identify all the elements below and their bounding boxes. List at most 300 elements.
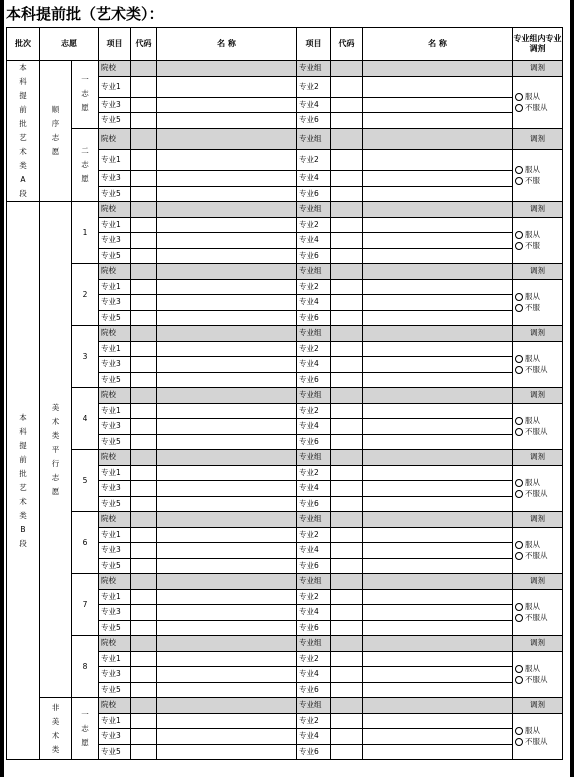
major-label: 专业3 bbox=[99, 605, 131, 621]
major-name-input[interactable] bbox=[363, 419, 513, 435]
major-name-input[interactable] bbox=[157, 372, 297, 388]
group-code-input[interactable] bbox=[331, 574, 363, 590]
school-code-input[interactable] bbox=[131, 512, 157, 528]
not-obey-label: 不服从 bbox=[525, 551, 548, 561]
major-label: 专业5 bbox=[99, 744, 131, 760]
major-name-input[interactable] bbox=[157, 295, 297, 311]
major-label: 专业5 bbox=[99, 620, 131, 636]
major-label: 专业6 bbox=[297, 113, 331, 129]
group-name-input[interactable] bbox=[363, 388, 513, 404]
school-code-input[interactable] bbox=[131, 388, 157, 404]
major-label: 专业2 bbox=[297, 651, 331, 667]
school-row bbox=[7, 636, 563, 652]
major-label: 专业4 bbox=[297, 667, 331, 683]
parallel-number: 5 bbox=[72, 450, 99, 512]
major-label: 专业2 bbox=[297, 279, 331, 295]
major-code-input[interactable] bbox=[131, 434, 157, 450]
major-name-input[interactable] bbox=[157, 310, 297, 326]
major-name-input[interactable] bbox=[363, 217, 513, 233]
major-name-input[interactable] bbox=[363, 465, 513, 481]
adjust-options bbox=[513, 465, 563, 512]
major-code-input[interactable] bbox=[131, 481, 157, 497]
group-name-input[interactable] bbox=[363, 698, 513, 714]
not-obey-radio[interactable] bbox=[515, 242, 523, 250]
major-code-input[interactable] bbox=[131, 76, 157, 97]
not-obey-radio[interactable] bbox=[515, 104, 523, 112]
major-code-input[interactable] bbox=[131, 149, 157, 170]
major-name-input[interactable] bbox=[363, 543, 513, 559]
group-code-input[interactable] bbox=[331, 128, 363, 149]
major-code-input[interactable] bbox=[331, 481, 363, 497]
major-name-input[interactable] bbox=[363, 558, 513, 574]
major-code-input[interactable] bbox=[331, 729, 363, 745]
school-name-input[interactable] bbox=[157, 264, 297, 280]
major-code-input[interactable] bbox=[131, 543, 157, 559]
not-obey-radio[interactable] bbox=[515, 614, 523, 622]
major-code-input[interactable] bbox=[131, 605, 157, 621]
not-obey-option[interactable] bbox=[515, 550, 562, 561]
obey-radio[interactable] bbox=[515, 293, 523, 301]
major-name-input[interactable] bbox=[363, 651, 513, 667]
school-name-input[interactable] bbox=[157, 574, 297, 590]
major-code-input[interactable] bbox=[331, 651, 363, 667]
group-name-input[interactable] bbox=[363, 128, 513, 149]
major-label: 专业4 bbox=[297, 295, 331, 311]
major-code-input[interactable] bbox=[131, 713, 157, 729]
group-label: 专业组 bbox=[297, 574, 331, 590]
adjust-options bbox=[513, 713, 563, 760]
major-label: 专业1 bbox=[99, 279, 131, 295]
fine-arts-parallel-label: 美 术 类 平 行 志 愿 bbox=[40, 202, 72, 698]
major-code-input[interactable] bbox=[131, 558, 157, 574]
major-name-input[interactable] bbox=[363, 372, 513, 388]
obey-option[interactable] bbox=[515, 601, 562, 612]
major-name-input[interactable] bbox=[157, 279, 297, 295]
major-label: 专业4 bbox=[297, 233, 331, 249]
major-code-input[interactable] bbox=[131, 403, 157, 419]
major-code-input[interactable] bbox=[131, 357, 157, 373]
major-code-input[interactable] bbox=[331, 76, 363, 97]
major-name-input[interactable] bbox=[157, 434, 297, 450]
school-code-input[interactable] bbox=[131, 264, 157, 280]
school-name-input[interactable] bbox=[157, 128, 297, 149]
major-label: 专业5 bbox=[99, 434, 131, 450]
school-code-input[interactable] bbox=[131, 326, 157, 342]
school-row bbox=[7, 698, 563, 714]
adjust-options bbox=[513, 651, 563, 698]
major-code-input[interactable] bbox=[131, 682, 157, 698]
major-name-input[interactable] bbox=[363, 620, 513, 636]
major-label: 专业4 bbox=[297, 357, 331, 373]
major-name-input[interactable] bbox=[363, 434, 513, 450]
obey-option[interactable] bbox=[515, 229, 562, 240]
school-code-input[interactable] bbox=[131, 128, 157, 149]
not-obey-radio[interactable] bbox=[515, 490, 523, 498]
group-label: 专业组 bbox=[297, 512, 331, 528]
school-name-input[interactable] bbox=[157, 326, 297, 342]
not-obey-label: 不服 bbox=[525, 176, 540, 186]
obey-radio[interactable] bbox=[515, 479, 523, 487]
major-code-input[interactable] bbox=[331, 744, 363, 760]
group-code-input[interactable] bbox=[331, 264, 363, 280]
major-name-input[interactable] bbox=[363, 481, 513, 497]
major-code-input[interactable] bbox=[131, 744, 157, 760]
major-label: 专业2 bbox=[297, 149, 331, 170]
major-name-input[interactable] bbox=[363, 341, 513, 357]
major-code-input[interactable] bbox=[131, 97, 157, 113]
not-obey-label: 不服 bbox=[525, 241, 540, 251]
major-code-input[interactable] bbox=[131, 729, 157, 745]
group-code-input[interactable] bbox=[331, 450, 363, 466]
major-label: 专业5 bbox=[99, 496, 131, 512]
major-name-input[interactable] bbox=[157, 605, 297, 621]
group-name-input[interactable] bbox=[363, 574, 513, 590]
major-name-input[interactable] bbox=[157, 589, 297, 605]
group-code-input[interactable] bbox=[331, 202, 363, 218]
major-code-input[interactable] bbox=[131, 171, 157, 187]
major-code-input[interactable] bbox=[131, 496, 157, 512]
obey-radio[interactable] bbox=[515, 93, 523, 101]
school-name-input[interactable] bbox=[157, 450, 297, 466]
major-label: 专业4 bbox=[297, 171, 331, 187]
sequential-choice-label: 顺 序 志 愿 bbox=[40, 61, 72, 202]
obey-option[interactable] bbox=[515, 725, 562, 736]
obey-label: 服从 bbox=[525, 726, 540, 736]
major-name-input[interactable] bbox=[363, 310, 513, 326]
school-code-input[interactable] bbox=[131, 574, 157, 590]
major-name-input[interactable] bbox=[157, 667, 297, 683]
not-obey-radio[interactable] bbox=[515, 304, 523, 312]
adjust-options bbox=[513, 217, 563, 264]
obey-option[interactable] bbox=[515, 415, 562, 426]
adjust-options bbox=[513, 589, 563, 636]
not-obey-radio[interactable] bbox=[515, 738, 523, 746]
major-label: 专业2 bbox=[297, 341, 331, 357]
major-code-input[interactable] bbox=[131, 113, 157, 129]
major-name-input[interactable] bbox=[157, 558, 297, 574]
major-name-input[interactable] bbox=[363, 113, 513, 129]
obey-radio[interactable] bbox=[515, 355, 523, 363]
major-name-input[interactable] bbox=[157, 113, 297, 129]
major-code-input[interactable] bbox=[131, 233, 157, 249]
major-code-input[interactable] bbox=[331, 558, 363, 574]
major-code-input[interactable] bbox=[331, 434, 363, 450]
school-code-input[interactable] bbox=[131, 61, 157, 77]
not-obey-option[interactable] bbox=[515, 612, 562, 623]
header-item-2: 项目 bbox=[297, 28, 331, 61]
major-name-input[interactable] bbox=[363, 149, 513, 170]
major-code-input[interactable] bbox=[331, 113, 363, 129]
obey-option[interactable] bbox=[515, 291, 562, 302]
not-obey-option[interactable] bbox=[515, 240, 562, 251]
major-name-input[interactable] bbox=[363, 76, 513, 97]
obey-radio[interactable] bbox=[515, 417, 523, 425]
major-name-input[interactable] bbox=[157, 713, 297, 729]
school-label: 院校 bbox=[99, 636, 131, 652]
major-code-input[interactable] bbox=[331, 186, 363, 202]
major-label: 专业5 bbox=[99, 186, 131, 202]
group-code-input[interactable] bbox=[331, 636, 363, 652]
major-name-input[interactable] bbox=[157, 682, 297, 698]
non-fine-arts-label: 非 美 术 类 bbox=[40, 698, 72, 760]
major-code-input[interactable] bbox=[131, 419, 157, 435]
obey-radio[interactable] bbox=[515, 166, 523, 174]
group-name-input[interactable] bbox=[363, 512, 513, 528]
school-name-input[interactable] bbox=[157, 698, 297, 714]
adjust-options bbox=[513, 76, 563, 128]
school-name-input[interactable] bbox=[157, 202, 297, 218]
major-name-input[interactable] bbox=[363, 729, 513, 745]
major-code-input[interactable] bbox=[331, 527, 363, 543]
major-code-input[interactable] bbox=[131, 372, 157, 388]
major-label: 专业6 bbox=[297, 620, 331, 636]
obey-radio[interactable] bbox=[515, 727, 523, 735]
group-code-input[interactable] bbox=[331, 512, 363, 528]
major-label: 专业1 bbox=[99, 217, 131, 233]
major-code-input[interactable] bbox=[131, 279, 157, 295]
school-name-input[interactable] bbox=[157, 388, 297, 404]
major-name-input[interactable] bbox=[157, 217, 297, 233]
school-row bbox=[7, 264, 563, 280]
major-name-input[interactable] bbox=[363, 233, 513, 249]
major-name-input[interactable] bbox=[157, 729, 297, 745]
major-name-input[interactable] bbox=[363, 186, 513, 202]
adjust-options bbox=[513, 341, 563, 388]
major-code-input[interactable] bbox=[131, 651, 157, 667]
major-name-input[interactable] bbox=[363, 605, 513, 621]
group-code-input[interactable] bbox=[331, 698, 363, 714]
not-obey-label: 不服从 bbox=[525, 427, 548, 437]
obey-radio[interactable] bbox=[515, 231, 523, 239]
not-obey-option[interactable] bbox=[515, 175, 562, 186]
major-label: 专业6 bbox=[297, 310, 331, 326]
major-code-input[interactable] bbox=[331, 279, 363, 295]
obey-option[interactable] bbox=[515, 164, 562, 175]
group-code-input[interactable] bbox=[331, 388, 363, 404]
group-label: 专业组 bbox=[297, 202, 331, 218]
right-border bbox=[570, 0, 574, 777]
obey-label: 服从 bbox=[525, 354, 540, 364]
major-name-input[interactable] bbox=[157, 419, 297, 435]
major-name-input[interactable] bbox=[363, 713, 513, 729]
group-name-input[interactable] bbox=[363, 326, 513, 342]
major-label: 专业5 bbox=[99, 113, 131, 129]
obey-label: 服从 bbox=[525, 602, 540, 612]
not-obey-radio[interactable] bbox=[515, 552, 523, 560]
major-name-input[interactable] bbox=[157, 233, 297, 249]
major-name-input[interactable] bbox=[157, 341, 297, 357]
major-code-input[interactable] bbox=[131, 589, 157, 605]
major-name-input[interactable] bbox=[363, 97, 513, 113]
major-code-input[interactable] bbox=[331, 589, 363, 605]
group-name-input[interactable] bbox=[363, 264, 513, 280]
major-code-input[interactable] bbox=[131, 667, 157, 683]
not-obey-radio[interactable] bbox=[515, 177, 523, 185]
major-name-input[interactable] bbox=[157, 543, 297, 559]
major-label: 专业3 bbox=[99, 295, 131, 311]
major-code-input[interactable] bbox=[331, 620, 363, 636]
major-code-input[interactable] bbox=[131, 341, 157, 357]
school-label: 院校 bbox=[99, 202, 131, 218]
obey-label: 服从 bbox=[525, 540, 540, 550]
major-code-input[interactable] bbox=[331, 465, 363, 481]
major-code-input[interactable] bbox=[331, 682, 363, 698]
parallel-number: 7 bbox=[72, 574, 99, 636]
choice-two-label: 二 志 愿 bbox=[72, 128, 99, 201]
major-code-input[interactable] bbox=[331, 310, 363, 326]
adjust-label: 调剂 bbox=[513, 636, 563, 652]
not-obey-option[interactable] bbox=[515, 426, 562, 437]
major-label: 专业2 bbox=[297, 713, 331, 729]
obey-radio[interactable] bbox=[515, 665, 523, 673]
group-name-input[interactable] bbox=[363, 450, 513, 466]
major-name-input[interactable] bbox=[157, 744, 297, 760]
obey-option[interactable] bbox=[515, 353, 562, 364]
major-code-input[interactable] bbox=[331, 248, 363, 264]
header-code-2: 代码 bbox=[331, 28, 363, 61]
major-code-input[interactable] bbox=[331, 419, 363, 435]
obey-option[interactable] bbox=[515, 91, 562, 102]
major-name-input[interactable] bbox=[157, 186, 297, 202]
school-name-input[interactable] bbox=[157, 636, 297, 652]
major-name-input[interactable] bbox=[157, 171, 297, 187]
major-code-input[interactable] bbox=[131, 295, 157, 311]
school-code-input[interactable] bbox=[131, 202, 157, 218]
major-code-input[interactable] bbox=[131, 465, 157, 481]
group-name-input[interactable] bbox=[363, 636, 513, 652]
obey-option[interactable] bbox=[515, 663, 562, 674]
not-obey-option[interactable] bbox=[515, 302, 562, 313]
major-code-input[interactable] bbox=[331, 543, 363, 559]
group-code-input[interactable] bbox=[331, 61, 363, 77]
major-code-input[interactable] bbox=[131, 527, 157, 543]
major-name-input[interactable] bbox=[157, 496, 297, 512]
school-name-input[interactable] bbox=[157, 61, 297, 77]
major-label: 专业3 bbox=[99, 97, 131, 113]
major-code-input[interactable] bbox=[331, 667, 363, 683]
adjust-label: 调剂 bbox=[513, 326, 563, 342]
major-name-input[interactable] bbox=[363, 279, 513, 295]
major-code-input[interactable] bbox=[331, 357, 363, 373]
school-code-input[interactable] bbox=[131, 698, 157, 714]
not-obey-option[interactable] bbox=[515, 102, 562, 113]
major-name-input[interactable] bbox=[157, 97, 297, 113]
major-code-input[interactable] bbox=[331, 605, 363, 621]
major-name-input[interactable] bbox=[157, 248, 297, 264]
obey-label: 服从 bbox=[525, 165, 540, 175]
major-code-input[interactable] bbox=[331, 149, 363, 170]
major-label: 专业3 bbox=[99, 543, 131, 559]
major-code-input[interactable] bbox=[131, 186, 157, 202]
major-label: 专业6 bbox=[297, 744, 331, 760]
major-label: 专业3 bbox=[99, 357, 131, 373]
major-code-input[interactable] bbox=[331, 97, 363, 113]
major-code-input[interactable] bbox=[131, 248, 157, 264]
adjust-label: 调剂 bbox=[513, 512, 563, 528]
major-label: 专业2 bbox=[297, 527, 331, 543]
school-label: 院校 bbox=[99, 388, 131, 404]
major-code-input[interactable] bbox=[331, 341, 363, 357]
major-code-input[interactable] bbox=[331, 403, 363, 419]
school-code-input[interactable] bbox=[131, 450, 157, 466]
obey-radio[interactable] bbox=[515, 541, 523, 549]
major-code-input[interactable] bbox=[331, 713, 363, 729]
major-name-input[interactable] bbox=[157, 403, 297, 419]
major-name-input[interactable] bbox=[157, 465, 297, 481]
major-name-input[interactable] bbox=[363, 667, 513, 683]
obey-label: 服从 bbox=[525, 416, 540, 426]
obey-option[interactable] bbox=[515, 539, 562, 550]
obey-option[interactable] bbox=[515, 477, 562, 488]
major-label: 专业4 bbox=[297, 481, 331, 497]
major-code-input[interactable] bbox=[331, 372, 363, 388]
major-name-input[interactable] bbox=[157, 357, 297, 373]
major-name-input[interactable] bbox=[157, 527, 297, 543]
major-name-input[interactable] bbox=[363, 295, 513, 311]
major-name-input[interactable] bbox=[363, 357, 513, 373]
not-obey-option[interactable] bbox=[515, 736, 562, 747]
group-code-input[interactable] bbox=[331, 326, 363, 342]
major-code-input[interactable] bbox=[131, 217, 157, 233]
major-name-input[interactable] bbox=[363, 248, 513, 264]
major-name-input[interactable] bbox=[157, 149, 297, 170]
not-obey-option[interactable] bbox=[515, 364, 562, 375]
major-code-input[interactable] bbox=[131, 310, 157, 326]
not-obey-radio[interactable] bbox=[515, 428, 523, 436]
major-name-input[interactable] bbox=[363, 403, 513, 419]
major-name-input[interactable] bbox=[157, 481, 297, 497]
not-obey-option[interactable] bbox=[515, 674, 562, 685]
left-border bbox=[0, 0, 4, 777]
major-code-input[interactable] bbox=[131, 620, 157, 636]
group-label: 专业组 bbox=[297, 326, 331, 342]
major-name-input[interactable] bbox=[363, 589, 513, 605]
not-obey-label: 不服从 bbox=[525, 365, 548, 375]
school-code-input[interactable] bbox=[131, 636, 157, 652]
major-name-input[interactable] bbox=[363, 527, 513, 543]
major-code-input[interactable] bbox=[331, 217, 363, 233]
parallel-number: 6 bbox=[72, 512, 99, 574]
major-label: 专业6 bbox=[297, 558, 331, 574]
major-label: 专业3 bbox=[99, 729, 131, 745]
header-item: 项目 bbox=[99, 28, 131, 61]
group-label: 专业组 bbox=[297, 698, 331, 714]
major-name-input[interactable] bbox=[157, 76, 297, 97]
group-name-input[interactable] bbox=[363, 202, 513, 218]
not-obey-option[interactable] bbox=[515, 488, 562, 499]
major-label: 专业1 bbox=[99, 149, 131, 170]
group-name-input[interactable] bbox=[363, 61, 513, 77]
major-name-input[interactable] bbox=[363, 171, 513, 187]
header-name-2: 名 称 bbox=[363, 28, 513, 61]
major-code-input[interactable] bbox=[331, 496, 363, 512]
major-name-input[interactable] bbox=[363, 496, 513, 512]
major-code-input[interactable] bbox=[331, 295, 363, 311]
not-obey-radio[interactable] bbox=[515, 676, 523, 684]
school-name-input[interactable] bbox=[157, 512, 297, 528]
major-name-input[interactable] bbox=[157, 651, 297, 667]
header-row bbox=[7, 28, 563, 61]
major-label: 专业3 bbox=[99, 233, 131, 249]
major-name-input[interactable] bbox=[363, 744, 513, 760]
major-name-input[interactable] bbox=[157, 620, 297, 636]
not-obey-radio[interactable] bbox=[515, 366, 523, 374]
major-code-input[interactable] bbox=[331, 233, 363, 249]
major-code-input[interactable] bbox=[331, 171, 363, 187]
header-adjust: 专业组内专业调剂 bbox=[513, 28, 563, 61]
major-name-input[interactable] bbox=[363, 682, 513, 698]
obey-radio[interactable] bbox=[515, 603, 523, 611]
